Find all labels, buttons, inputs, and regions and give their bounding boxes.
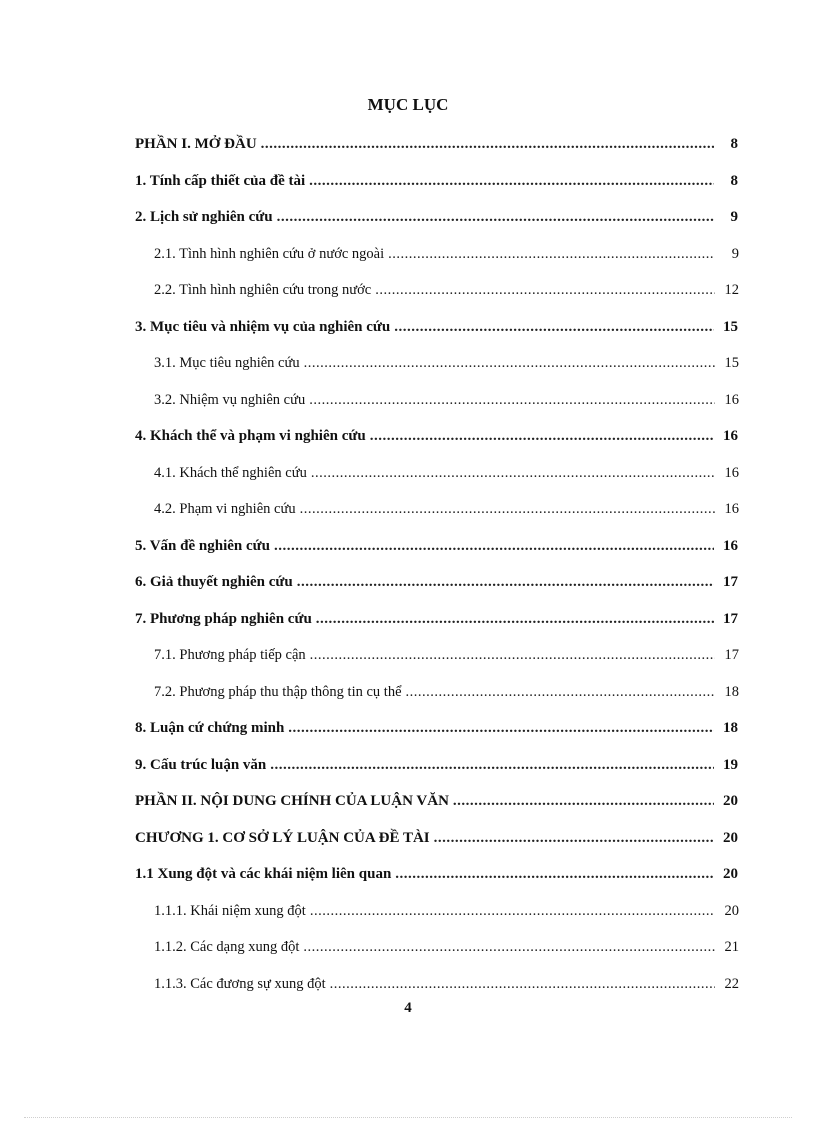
toc-dot-leader [311,455,715,492]
toc-entry-label: 1.1 Xung đột và các khái niệm liên quan [135,866,392,882]
toc-entry-label: 3.2. Nhiệm vụ nghiên cứu [154,391,306,408]
toc-entry-label: 2.2. Tình hình nghiên cứu trong nước [154,282,372,298]
toc-entry[interactable] [135,601,738,638]
toc-entry[interactable] [154,455,739,492]
toc-title: MỤC LỤC [367,95,449,114]
toc-entry[interactable] [135,783,738,820]
toc-entry[interactable] [154,674,739,711]
toc-entry[interactable] [135,747,738,784]
toc-entry-label: 2. Lịch sử nghiên cứu [135,209,273,225]
toc-entry-page: 9 [731,245,739,262]
toc-dot-leader [453,783,714,820]
toc-entry-page: 20 [724,902,739,919]
toc-entry-page: 20 [723,866,738,882]
toc-dot-leader [388,236,715,273]
toc-dot-leader [309,163,714,200]
toc-entry[interactable] [135,418,738,455]
toc-entry-page: 16 [724,501,739,517]
toc-entry-page: 20 [723,829,738,846]
toc-entry[interactable] [135,126,738,163]
toc-entry-label: 2.1. Tình hình nghiên cứu ở nước ngoài [154,245,385,262]
toc-entry-label: 1.1.1. Khái niệm xung đột [154,902,306,919]
toc-entry[interactable] [135,710,738,747]
toc-dot-leader [303,929,715,966]
toc-dot-leader [304,345,715,382]
toc-entry[interactable] [154,637,739,674]
toc-dot-leader [330,966,715,1003]
toc-entry[interactable] [135,309,738,346]
toc-entry-page: 19 [723,756,738,773]
toc-dot-leader [277,199,714,236]
toc-entry-page: 16 [723,537,738,554]
toc-entry-label: 8. Luận cứ chứng minh [135,720,285,736]
toc-dot-leader [394,309,714,346]
toc-entry-page: 17 [723,574,738,590]
toc-entry[interactable] [154,491,739,528]
toc-dot-leader [309,382,715,419]
toc-entry[interactable] [135,564,738,601]
toc-entry[interactable] [135,856,738,893]
toc-entry-label: 1.1.2. Các dạng xung đột [154,939,300,955]
toc-entry-label: 1.1.3. Các đương sự xung đột [154,975,326,992]
toc-entry[interactable] [135,820,738,857]
toc-dot-leader [274,528,714,565]
toc-dot-leader [270,747,714,784]
page-number: 4 [404,1000,412,1016]
toc-entry-page: 16 [724,464,739,481]
toc-entry-page: 16 [724,391,739,408]
toc-dot-leader [310,893,715,930]
toc-entry-label: 7. Phương pháp nghiên cứu [135,610,312,627]
toc-entry[interactable] [135,163,738,200]
toc-dot-leader [395,856,714,893]
toc-dot-leader [375,272,715,309]
toc-dot-leader [406,674,715,711]
toc-entry[interactable] [154,893,739,930]
toc-entry[interactable] [135,528,738,565]
toc-dot-leader [434,820,714,857]
toc-entry[interactable] [154,236,739,273]
toc-entry-page: 9 [730,209,738,225]
toc-entry-label: 3.1. Mục tiêu nghiên cứu [154,355,300,371]
toc-entry-page: 21 [724,939,739,955]
toc-entry-label: 6. Giả thuyết nghiên cứu [135,574,293,590]
toc-dot-leader [310,637,715,674]
toc-entry[interactable] [154,966,739,1003]
toc-entry[interactable] [135,199,738,236]
toc-entry-label: PHẦN I. MỞ ĐẦU [135,136,257,152]
page-bottom-divider [24,1117,792,1118]
toc-entry-page: 18 [724,683,739,700]
toc-entry-page: 15 [723,318,738,335]
toc-entry-page: 17 [723,610,738,627]
toc-dot-leader [261,126,714,163]
toc-entry-label: 1. Tính cấp thiết của đề tài [135,172,306,189]
toc-dot-leader [288,710,714,747]
toc-entry-label: CHƯƠNG 1. CƠ SỞ LÝ LUẬN CỦA ĐỀ TÀI [135,829,430,846]
toc-entry-page: 15 [724,355,739,371]
toc-entry-label: 4. Khách thể và phạm vi nghiên cứu [135,428,366,444]
toc-entry[interactable] [154,272,739,309]
toc-entry-page: 12 [724,282,739,298]
toc-entry-label: 4.2. Phạm vi nghiên cứu [154,501,296,517]
toc-entry-label: 7.2. Phương pháp thu thập thông tin cụ thể [154,683,402,700]
toc-entry-page: 17 [724,647,739,663]
toc-entry-page: 16 [723,428,738,444]
toc-entry[interactable] [154,382,739,419]
toc-entry-label: 5. Vấn đề nghiên cứu [135,537,271,554]
toc-entry-label: 4.1. Khách thể nghiên cứu [154,464,307,481]
toc-entry[interactable] [154,929,739,966]
toc-dot-leader [300,491,715,528]
toc-entry-page: 8 [730,172,738,189]
toc-entry-page: 18 [723,720,738,736]
toc-entry-label: 7.1. Phương pháp tiếp cận [154,647,306,663]
toc-entry-page: 22 [724,975,739,992]
toc-entry-page: 8 [730,136,738,152]
toc-dot-leader [370,418,714,455]
toc-entry-label: 9. Cấu trúc luận văn [135,756,267,773]
toc-dot-leader [316,601,714,638]
toc-dot-leader [297,564,714,601]
toc-entry[interactable] [154,345,739,382]
toc-entry-label: 3. Mục tiêu và nhiệm vụ của nghiên cứu [135,318,391,335]
toc-entry-page: 20 [723,793,738,809]
toc-entry-label: PHẦN II. NỘI DUNG CHÍNH CỦA LUẬN VĂN [135,793,449,809]
